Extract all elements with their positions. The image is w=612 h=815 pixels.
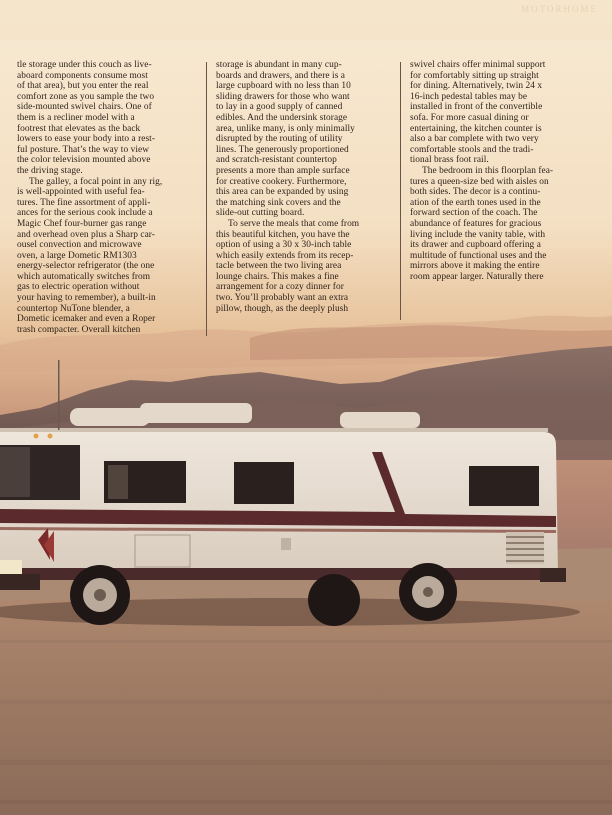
rv-window-3 xyxy=(469,466,539,506)
text-line: both sides. The decor is a continu- xyxy=(410,187,541,198)
text-line: also a bar complete with two very xyxy=(410,134,539,145)
text-line: which easily extends from its recep- xyxy=(216,250,354,261)
text-line: 16-inch pedestal tables may be xyxy=(410,91,528,102)
text-line: ation of the earth tones used in the xyxy=(410,197,541,208)
text-line: and overhead oven plus a Sharp car- xyxy=(17,229,155,240)
text-line: pillow, though, as the deeply plush xyxy=(216,303,349,314)
text-line: tures a queen-size bed with aisles on xyxy=(410,176,549,187)
text-line: and scratch-resistant countertop xyxy=(216,155,337,166)
article-column-1 xyxy=(17,60,197,335)
text-line: Dometic icemaker and even a Roper xyxy=(17,314,156,325)
text-line: storage is abundant in many cup- xyxy=(216,60,342,70)
text-line: for dining. Alternatively, twin 24 x xyxy=(410,81,543,92)
text-line: The galley, a focal point in any rig, xyxy=(29,176,163,187)
text-line: is well-appointed with useful fea- xyxy=(17,187,145,198)
text-line: ances for the serious cook include a xyxy=(17,208,153,219)
column-rule xyxy=(400,62,401,320)
text-line: the matching sink covers and the xyxy=(216,197,341,208)
text-line: tacle between the two living area xyxy=(216,261,342,272)
text-line: for creative cookery. Furthermore, xyxy=(216,176,347,187)
text-line: sliding drawers for those who want xyxy=(216,91,350,102)
text-line: abundance of features for gracious xyxy=(410,218,542,229)
text-line: To serve the meals that come from xyxy=(228,218,360,229)
text-line: multitude of functional uses and the xyxy=(410,250,547,261)
text-line: ful posture. That’s the way to view xyxy=(17,144,150,155)
text-line: gas to electric operation without xyxy=(17,282,140,293)
text-line: the driving stage. xyxy=(17,165,83,176)
text-line: footrest that elevates as the back xyxy=(17,123,141,134)
column-rule xyxy=(206,62,207,336)
text-line: trash compacter. Overall kitchen xyxy=(17,324,141,335)
text-line: room appear larger. Naturally there xyxy=(410,271,544,282)
article-column-2 xyxy=(216,60,396,314)
text-line: tional brass foot rail. xyxy=(410,155,489,166)
text-line: sofa. For more casual dining or xyxy=(410,112,529,123)
text-line: them is a recliner model with a xyxy=(17,112,135,123)
text-line: boards and drawers, and there is a xyxy=(216,70,345,81)
text-line: slide-out cutting board. xyxy=(216,208,305,219)
text-line: installed in front of the convertible xyxy=(410,102,543,113)
page-header-mark: MOTORHOME xyxy=(521,4,598,14)
text-line: living include the vanity table, with xyxy=(410,229,546,240)
text-line: comfortable stools and the tradi- xyxy=(410,144,534,155)
text-line: your having to remember), a built-in xyxy=(17,293,156,304)
text-line: lounge chairs. This makes a fine xyxy=(216,271,339,282)
text-line: option of using a 30 x 30-inch table xyxy=(216,240,352,251)
text-line: two. You’ll probably want an extra xyxy=(216,293,349,304)
text-line: disrupted by the routing of utility xyxy=(216,134,343,145)
text-line: The bedroom in this floorplan fea- xyxy=(422,165,554,176)
text-line: lines. The generously proportioned xyxy=(216,144,349,155)
rv-wheel-front xyxy=(70,565,130,625)
rv-vent xyxy=(506,532,544,564)
text-line: countertop NuTone blender, a xyxy=(17,303,130,314)
text-line: comfort zone as you sample the two xyxy=(17,91,155,102)
text-line: edibles. And the undersink storage xyxy=(216,112,348,123)
text-line: lowers to ease your body into a rest- xyxy=(17,134,156,145)
text-line: arrangement for a cozy dinner for xyxy=(216,282,344,293)
text-line: large cupboard with no less than 10 xyxy=(216,81,351,92)
text-line: of that area), but you enter the real xyxy=(17,81,149,92)
text-line: its drawer and cupboard offering a xyxy=(410,240,541,251)
text-line: swivel chairs offer minimal support xyxy=(410,60,546,70)
text-line: ousel convection and microwave xyxy=(17,240,142,251)
text-line: aboard components consume most xyxy=(17,70,148,81)
text-line: energy-selector refrigerator (the one xyxy=(17,261,155,272)
article-text xyxy=(0,0,612,345)
text-line: Magic Chef four-burner gas range xyxy=(17,218,147,229)
text-line: oven, a large Dometic RM1303 xyxy=(17,250,137,261)
text-line: presents a more than ample surface xyxy=(216,165,350,176)
text-line: to lay in a good supply of canned xyxy=(216,102,343,113)
text-line: mirrors above it making the entire xyxy=(410,261,540,272)
text-line: this area can be expanded by using xyxy=(216,187,349,198)
rv-body xyxy=(0,428,566,590)
article-column-3 xyxy=(410,60,590,282)
text-line: side-mounted swivel chairs. One of xyxy=(17,102,152,113)
text-line: area, unlike many, is only minimally xyxy=(216,123,355,134)
text-line: this beautiful kitchen, you have the xyxy=(216,229,350,240)
rv-window-2 xyxy=(234,462,294,504)
text-line: for comfortably sitting up straight xyxy=(410,70,539,81)
text-line: which automatically switches from xyxy=(17,271,151,282)
text-line: tle storage under this couch as live- xyxy=(17,60,152,70)
text-line: the color television mounted above xyxy=(17,155,151,166)
text-line: tures. The fine assortment of appli- xyxy=(17,197,151,208)
text-line: forward section of the coach. The xyxy=(410,208,538,219)
text-line: entertaining, the kitchen counter is xyxy=(410,123,542,134)
